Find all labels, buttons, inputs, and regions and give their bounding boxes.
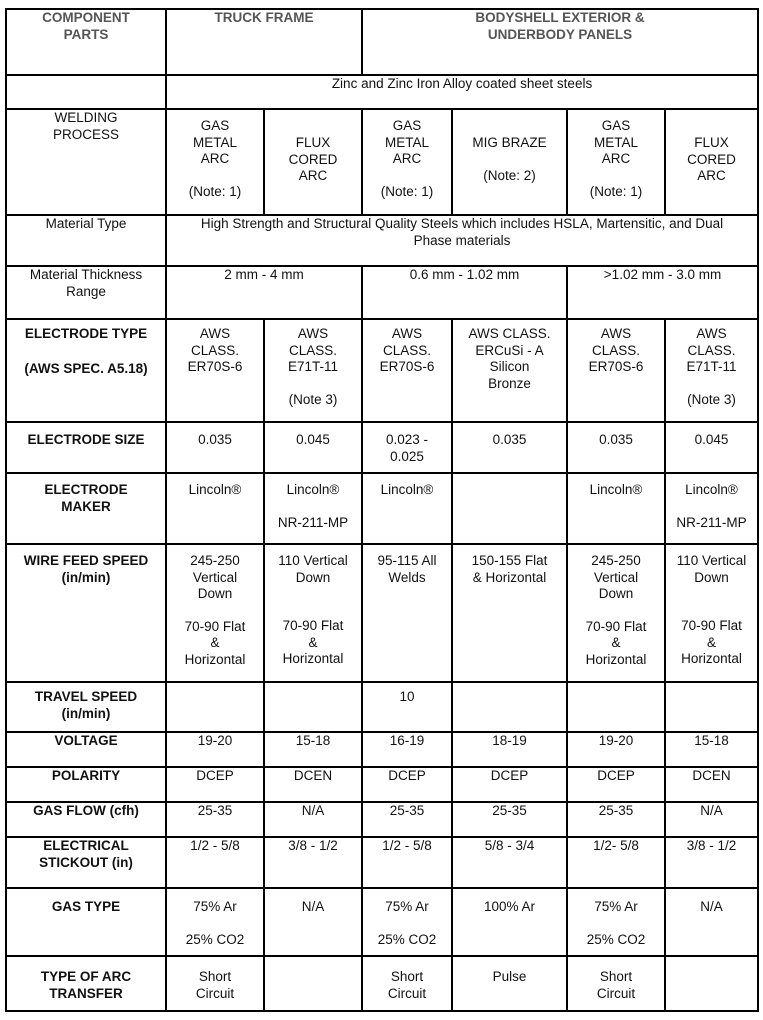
arc-transfer-row <box>6 956 758 1011</box>
electrode-maker-cell: Lincoln® <box>567 473 665 544</box>
voltage-cell: 15-18 <box>665 732 758 767</box>
stickout-cell: 1/2- 5/8 <box>567 837 665 888</box>
electrode-maker-cell: Lincoln® NR-211-MP <box>264 473 362 544</box>
voltage-label: VOLTAGE <box>6 732 166 767</box>
polarity-cell: DCEN <box>665 767 758 802</box>
stickout-cell: 3/8 - 1/2 <box>665 837 758 888</box>
material-type-cell: High Strength and Structural Quality Steels which includes HSLA, Martensitic, and Dual Phase materials <box>166 215 758 266</box>
welding-process-label: WELDING PROCESS <box>6 109 166 215</box>
truck-frame-header: TRUCK FRAME <box>166 9 362 75</box>
electrode-size-cell: 0.035 <box>452 422 567 473</box>
voltage-cell: 19-20 <box>166 732 264 767</box>
coating-cell: Zinc and Zinc Iron Alloy coated sheet steels <box>166 75 758 109</box>
stickout-label: ELECTRICAL STICKOUT (in) <box>6 837 166 888</box>
travel-speed-cell <box>166 682 264 732</box>
electrode-type-cell: AWS CLASS. ER70S-6 <box>567 319 665 422</box>
electrode-type-cell: AWS CLASS. E71T-11 (Note 3) <box>264 319 362 422</box>
electrode-size-cell: 0.023 - 0.025 <box>362 422 452 473</box>
welding-process-cell: FLUX CORED ARC <box>665 109 758 215</box>
electrode-size-cell: 0.035 <box>166 422 264 473</box>
wire-feed-speed-label: WIRE FEED SPEED (in/min) <box>6 544 166 682</box>
electrode-type-cell: AWS CLASS. ERCuSi - A Silicon Bronze <box>452 319 567 422</box>
electrode-maker-cell <box>452 473 567 544</box>
component-parts-header: COMPONENT PARTS <box>6 9 166 75</box>
electrode-maker-cell: Lincoln® <box>166 473 264 544</box>
travel-speed-cell <box>665 682 758 732</box>
welding-process-cell: GAS METAL ARC (Note: 1) <box>166 109 264 215</box>
travel-speed-cell: 10 <box>362 682 452 732</box>
gas-flow-cell: 25-35 <box>567 802 665 837</box>
stickout-row <box>6 837 758 888</box>
electrode-size-label: ELECTRODE SIZE <box>6 422 166 473</box>
electrode-size-cell: 0.045 <box>665 422 758 473</box>
stickout-cell: 1/2 - 5/8 <box>166 837 264 888</box>
travel-speed-row <box>6 682 758 732</box>
gas-flow-row <box>6 802 758 837</box>
voltage-row <box>6 732 758 767</box>
gas-type-cell: N/A <box>665 888 758 956</box>
electrode-type-label: ELECTRODE TYPE (AWS SPEC. A5.18) <box>6 319 166 422</box>
polarity-cell: DCEP <box>567 767 665 802</box>
welding-process-cell: MIG BRAZE (Note: 2) <box>452 109 567 215</box>
arc-transfer-cell: Pulse <box>452 956 567 1011</box>
material-thickness-label: Material Thickness Range <box>6 266 166 319</box>
travel-speed-cell <box>264 682 362 732</box>
wire-feed-speed-cell: 95-115 All Welds <box>362 544 452 682</box>
polarity-row <box>6 767 758 802</box>
material-type-label: Material Type <box>6 215 166 266</box>
voltage-cell: 16-19 <box>362 732 452 767</box>
coating-row <box>6 75 758 109</box>
bodyshell-header: BODYSHELL EXTERIOR & UNDERBODY PANELS <box>362 9 758 75</box>
material-thickness-row <box>6 266 758 319</box>
electrode-type-cell: AWS CLASS. ER70S-6 <box>166 319 264 422</box>
voltage-cell: 19-20 <box>567 732 665 767</box>
gas-flow-cell: N/A <box>264 802 362 837</box>
arc-transfer-cell: Short Circuit <box>362 956 452 1011</box>
arc-transfer-label: TYPE OF ARC TRANSFER <box>6 956 166 1011</box>
gas-flow-cell: 25-35 <box>452 802 567 837</box>
polarity-cell: DCEP <box>452 767 567 802</box>
gas-type-cell: 75% Ar 25% CO2 <box>362 888 452 956</box>
electrode-maker-row <box>6 473 758 544</box>
arc-transfer-cell <box>665 956 758 1011</box>
electrode-maker-label: ELECTRODE MAKER <box>6 473 166 544</box>
gas-flow-cell: 25-35 <box>362 802 452 837</box>
arc-transfer-cell: Short Circuit <box>166 956 264 1011</box>
arc-transfer-cell: Short Circuit <box>567 956 665 1011</box>
welding-process-row <box>6 109 758 215</box>
header-row <box>6 9 758 75</box>
material-type-row <box>6 215 758 266</box>
electrode-maker-cell: Lincoln® NR-211-MP <box>665 473 758 544</box>
wire-feed-speed-cell: 150-155 Flat & Horizontal <box>452 544 567 682</box>
stickout-cell: 1/2 - 5/8 <box>362 837 452 888</box>
thickness-cell: 2 mm - 4 mm <box>166 266 362 319</box>
wire-feed-speed-cell: 110 Vertical Down 70-90 Flat & Horizontal <box>665 544 758 682</box>
wire-feed-speed-cell: 110 Vertical Down 70-90 Flat & Horizontal <box>264 544 362 682</box>
wire-feed-speed-cell: 245-250 Vertical Down 70-90 Flat & Horizontal <box>166 544 264 682</box>
polarity-cell: DCEP <box>166 767 264 802</box>
thickness-cell: >1.02 mm - 3.0 mm <box>567 266 758 319</box>
voltage-cell: 15-18 <box>264 732 362 767</box>
gas-type-cell: 100% Ar <box>452 888 567 956</box>
gas-type-cell: 75% Ar 25% CO2 <box>567 888 665 956</box>
gas-type-label: GAS TYPE <box>6 888 166 956</box>
stickout-cell: 5/8 - 3/4 <box>452 837 567 888</box>
coating-empty-cell <box>6 75 166 109</box>
travel-speed-label: TRAVEL SPEED (in/min) <box>6 682 166 732</box>
polarity-cell: DCEP <box>362 767 452 802</box>
travel-speed-cell <box>452 682 567 732</box>
welding-process-cell: GAS METAL ARC (Note: 1) <box>567 109 665 215</box>
arc-transfer-cell <box>264 956 362 1011</box>
travel-speed-cell <box>567 682 665 732</box>
gas-flow-cell: 25-35 <box>166 802 264 837</box>
wire-feed-speed-cell: 245-250 Vertical Down 70-90 Flat & Horizontal <box>567 544 665 682</box>
gas-flow-label: GAS FLOW (cfh) <box>6 802 166 837</box>
electrode-type-cell: AWS CLASS. ER70S-6 <box>362 319 452 422</box>
electrode-maker-cell: Lincoln® <box>362 473 452 544</box>
welding-process-cell: GAS METAL ARC (Note: 1) <box>362 109 452 215</box>
voltage-cell: 18-19 <box>452 732 567 767</box>
electrode-type-row <box>6 319 758 422</box>
polarity-label: POLARITY <box>6 767 166 802</box>
gas-type-cell: 75% Ar 25% CO2 <box>166 888 264 956</box>
electrode-type-cell: AWS CLASS. E71T-11 (Note 3) <box>665 319 758 422</box>
gas-type-row <box>6 888 758 956</box>
stickout-cell: 3/8 - 1/2 <box>264 837 362 888</box>
wire-feed-speed-row <box>6 544 758 682</box>
welding-process-cell: FLUX CORED ARC <box>264 109 362 215</box>
gas-type-cell: N/A <box>264 888 362 956</box>
electrode-size-cell: 0.045 <box>264 422 362 473</box>
electrode-size-cell: 0.035 <box>567 422 665 473</box>
electrode-size-row <box>6 422 758 473</box>
thickness-cell: 0.6 mm - 1.02 mm <box>362 266 567 319</box>
polarity-cell: DCEN <box>264 767 362 802</box>
welding-spec-table <box>5 8 759 1012</box>
gas-flow-cell: N/A <box>665 802 758 837</box>
